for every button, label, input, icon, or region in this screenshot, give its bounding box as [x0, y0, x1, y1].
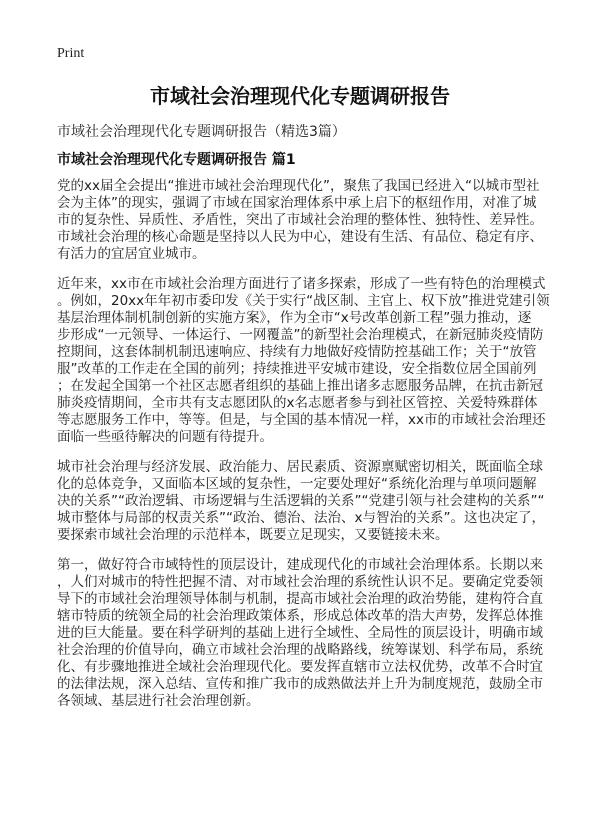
page-title: 市域社会治理现代化专题调研报告 [150, 84, 450, 108]
paragraph-line: 化、有步骤地推进全域社会治理现代化。要发挥直辖市立法权优势，改革不合时宜 [57, 659, 543, 675]
paragraph-line: 市的复杂性、异质性、矛盾性，突出了市域社会治理的整体性、独特性、差异性。 [57, 212, 543, 228]
paragraph-line: 的法律法规，深入总结、宣传和推广我市的成熟做法并上升为制度规范，鼓励全市 [57, 676, 543, 692]
paragraph-line: 会为主体”的现实，强调了市域在国家治理体系中承上启下的枢纽作用，对准了城 [57, 195, 537, 211]
paragraph-line: ，人们对城市的特性把握不清、对市域社会治理的系统性认识不足。要确定党委领 [57, 574, 543, 590]
paragraph-1 [57, 178, 577, 263]
paragraph-line: 辖市特质的统领全局的社会治理政策体系，形成总体改革的浩大声势，发挥总体推 [57, 608, 543, 624]
document-subtitle: 市域社会治理现代化专题调研报告（精选3篇） [57, 124, 346, 140]
paragraph-line: 。例如，20xx年年初市委印发《关于实行“战区制、主官上、权下放”推进党建引领 [57, 293, 550, 309]
paragraph-line: 导下的市域社会治理领导体制与机制，提高市域社会治理的政治势能，建构符合直 [57, 591, 543, 607]
paragraph-3 [57, 459, 577, 544]
paragraph-line: 党的xx届全会提出“推进市域社会治理现代化”，聚焦了我国已经进入“以城市型社 [57, 178, 540, 194]
paragraph-line: 近年来，xx市在市域社会治理方面进行了诸多探索，形成了一些有特色的治理模式 [57, 276, 546, 292]
paragraph-line: 城市整体与局部的权责关系”“政治、德治、法治、x与智治的关系”。这也决定了， [57, 510, 545, 526]
paragraph-line: 要探索市域社会治理的示范样本，既要立足现实，又要链接未来。 [57, 527, 449, 543]
print-link[interactable]: Print [57, 46, 85, 61]
paragraph-line: 基层治理体制机制创新的实施方案》，作为全市“x号改革创新工程”强力推动，逐 [57, 310, 532, 326]
paragraph-line: 各领域、基层进行社会治理创新。 [57, 693, 260, 709]
paragraph-line: 进的巨大能量。要在科学研判的基础上进行全域性、全局性的顶层设计，明确市域 [57, 625, 543, 641]
paragraph-line: 肺炎疫情期间，全市共有支志愿团队的x名志愿者参与到社区管控、关爱特殊群体 [57, 395, 538, 411]
paragraph-line: 服”改革的工作走在全国的前列；持续推进平安城市建设，安全指数位居全国前列 [57, 361, 537, 377]
section-heading: 市域社会治理现代化专题调研报告 篇1 [57, 152, 296, 168]
paragraph-line: 化的总体竞争，又面临本区域的复杂性，一定要处理好“系统化治理与单项问题解 [57, 476, 537, 492]
paragraph-2 [57, 276, 577, 446]
paragraph-line: 城市社会治理与经济发展、政治能力、居民素质、资源禀赋密切相关，既面临全球 [57, 459, 543, 475]
paragraph-4 [57, 557, 577, 710]
document-body [57, 178, 577, 723]
paragraph-line: 控期间，这套体制机制迅速响应、持续有力地做好疫情防控基础工作；关于“放管 [57, 344, 537, 360]
paragraph-line: 第一，做好符合市域特性的顶层设计，建成现代化的市域社会治理体系。长期以来 [57, 557, 543, 573]
paragraph-line: ；在发起全国第一个社区志愿者组织的基础上推出诸多志愿服务品牌，在抗击新冠 [57, 378, 543, 394]
paragraph-line: 决的关系”“政治逻辑、市场逻辑与生活逻辑的关系”“党建引领与社会建构的关系”“ [57, 493, 545, 509]
paragraph-line: 步形成“一元领导、一体运行、一网覆盖”的新型社会治理模式，在新冠肺炎疫情防 [57, 327, 544, 343]
paragraph-line: 等志愿服务工作中，等等。但是，与全国的基本情况一样，xx市的市域社会治理还 [57, 412, 546, 428]
paragraph-line: 面临一些亟待解决的问题有待提升。 [57, 429, 273, 445]
paragraph-line: 有活力的宜居宜业城市。 [57, 246, 206, 262]
paragraph-line: 社会治理的价值导向，确立市域社会治理的战略路线，统筹谋划、科学布局，系统 [57, 642, 543, 658]
paragraph-line: 市域社会治理的核心命题是坚持以人民为中心，建设有生活、有品位、稳定有序、 [57, 229, 543, 245]
